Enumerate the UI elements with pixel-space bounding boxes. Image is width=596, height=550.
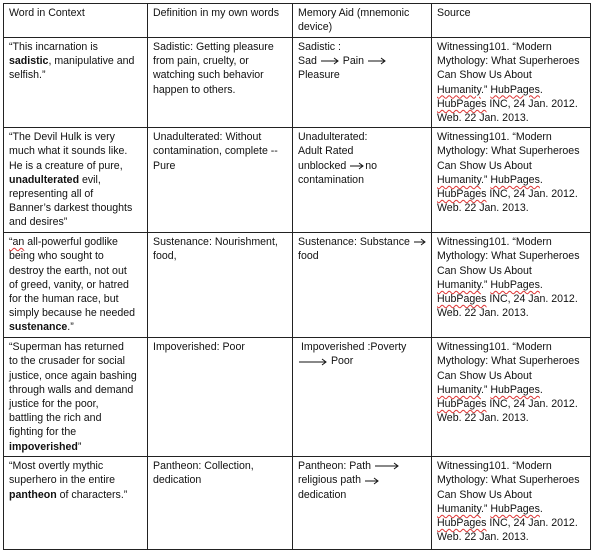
arrow-right-icon	[367, 57, 387, 65]
memory-aid-cell: Unadulterated: Adult Rated unblocked no contamination	[293, 128, 432, 233]
context-cell: “an all-powerful godlike being who sought to destroy the earth, not out of greed, vanity, or hatred for the human race, but simply because he needed sustenance.”	[4, 233, 148, 338]
source-cell: Witnessing101. “Modern Mythology: What Superheroes Can Show Us About Humanity.” HubPages. HubPages INC, 24 Jan. 2012. Web. 22 Jan. 2013.	[432, 38, 591, 128]
definition-cell: Impoverished: Poor	[148, 338, 293, 457]
arrow-right-icon	[349, 162, 365, 170]
table-row	[4, 128, 591, 233]
source-cell: Witnessing101. “Modern Mythology: What Superheroes Can Show Us About Humanity.” HubPages. HubPages INC, 24 Jan. 2012. Web. 22 Jan. 2013.	[432, 338, 591, 457]
header-word-in-context: Word in Context	[4, 4, 148, 38]
source-cell: Witnessing101. “Modern Mythology: What Superheroes Can Show Us About Humanity.” HubPages. HubPages INC, 24 Jan. 2012. Web. 22 Jan. 2013.	[432, 457, 591, 550]
arrow-right-icon	[374, 462, 400, 470]
definition-cell: Pantheon: Collection, dedication	[148, 457, 293, 550]
table-row	[4, 338, 591, 457]
table-row	[4, 457, 591, 550]
header-source: Source	[432, 4, 591, 38]
arrow-right-icon	[320, 57, 340, 65]
memory-aid-cell: Sustenance: Substance food	[293, 233, 432, 338]
memory-aid-cell: Sadistic : Sad Pain Pleasure	[293, 38, 432, 128]
table-row	[4, 38, 591, 128]
source-cell: Witnessing101. “Modern Mythology: What Superheroes Can Show Us About Humanity.” HubPages. HubPages INC, 24 Jan. 2012. Web. 22 Jan. 2013.	[432, 233, 591, 338]
vocabulary-table	[3, 3, 591, 550]
definition-cell: Sustenance: Nourishment, food,	[148, 233, 293, 338]
header-definition: Definition in my own words	[148, 4, 293, 38]
table-row	[4, 233, 591, 338]
context-cell: “The Devil Hulk is very much what it sounds like. He is a creature of pure, unadulterated evil, representing all of Banner’s darkest thoughts and desires”	[4, 128, 148, 233]
memory-aid-cell: Pantheon: Path religious path dedication	[293, 457, 432, 550]
header-memory-aid: Memory Aid (mnemonic device)	[293, 4, 432, 38]
context-cell: “Superman has returned to the crusader for social justice, once again bashing through walls and demand justice for the poor, battling the rich and fighting for the impoverished”	[4, 338, 148, 457]
source-cell: Witnessing101. “Modern Mythology: What Superheroes Can Show Us About Humanity.” HubPages. HubPages INC, 24 Jan. 2012. Web. 22 Jan. 2013.	[432, 128, 591, 233]
table-header-row	[4, 4, 591, 38]
memory-aid-cell: Impoverished :Poverty Poor	[293, 338, 432, 457]
definition-cell: Sadistic: Getting pleasure from pain, cruelty, or watching such behavior happen to others.	[148, 38, 293, 128]
context-cell: “This incarnation is sadistic, manipulative and selfish.”	[4, 38, 148, 128]
arrow-right-icon	[364, 477, 380, 485]
arrow-right-icon	[413, 238, 427, 246]
definition-cell: Unadulterated: Without contamination, complete -- Pure	[148, 128, 293, 233]
context-cell: “Most overtly mythic superhero in the entire pantheon of characters.”	[4, 457, 148, 550]
arrow-right-icon	[298, 358, 328, 366]
